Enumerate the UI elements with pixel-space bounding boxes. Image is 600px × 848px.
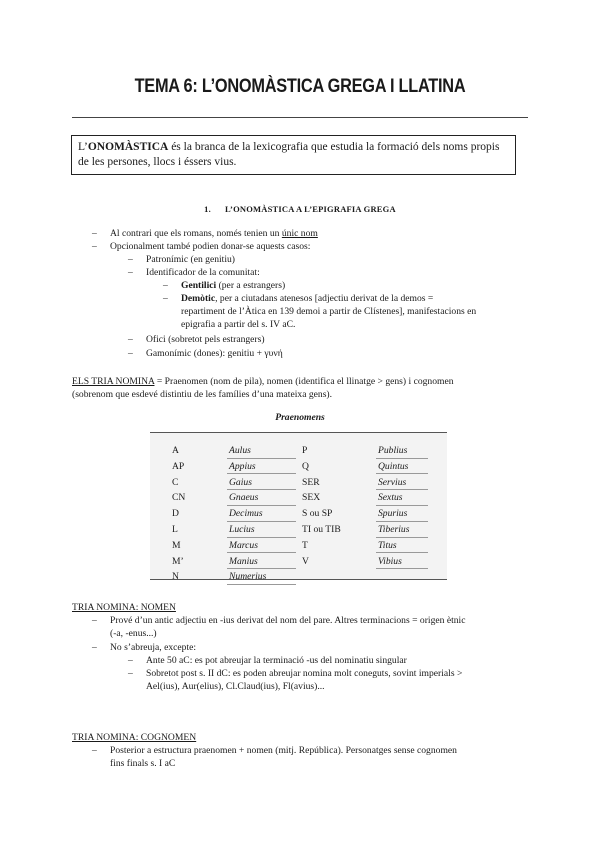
praenomens-table — [150, 432, 447, 583]
table-row-rule — [227, 552, 296, 553]
praenomen-abbr: M — [172, 539, 181, 551]
praenomen-name: Tiberius — [378, 524, 410, 535]
section-heading-nomen: TRIA NOMINA: NOMEN — [72, 602, 176, 613]
bullet-dash: – — [92, 642, 97, 653]
table-row-rule — [376, 489, 428, 490]
table-title: Praenomens — [275, 412, 325, 423]
list-item-continuation: repartiment de l’Àtica en 139 demoi a partir de Clístenes], manifestacions en — [181, 306, 477, 317]
praenomen-name: Vibius — [378, 555, 402, 567]
section-heading-cognomen: TRIA NOMINA: COGNOMEN — [72, 732, 197, 743]
bullet-dash: – — [128, 334, 133, 345]
page-title: TEMA 6: L’ONOMÀSTICA GREGA I LLATINA — [134, 76, 466, 97]
table-row-rule — [227, 521, 296, 522]
definition-prefix: L’ — [78, 141, 88, 153]
bullet-dash: – — [92, 241, 97, 252]
list-item: Opcionalment també podien donar-se aquests casos: — [110, 241, 311, 252]
list-item: Posterior a estructura praenomen + nomen (mitj. República). Personatges sense cognomen — [110, 745, 457, 756]
praenomen-abbr: S ou SP — [302, 508, 333, 520]
praenomen-abbr: TI ou TIB — [302, 524, 341, 535]
praenomen-abbr: T — [302, 539, 308, 551]
table-row-rule — [376, 458, 428, 459]
praenomen-name: Titus — [378, 539, 397, 551]
list-item-continuation: epigrafia a partir del s. IV aC. — [181, 319, 296, 330]
praenomen-name: Marcus — [229, 539, 258, 551]
praenomen-name: Sextus — [378, 492, 403, 504]
table-row-rule — [227, 584, 296, 585]
praenomen-name: Publius — [378, 445, 408, 456]
praenomen-abbr: SEX — [302, 492, 321, 504]
praenomen-abbr: SER — [302, 476, 320, 488]
praenomen-abbr: AP — [172, 460, 185, 472]
praenomen-name: Appius — [229, 460, 256, 472]
list-item: Al contrari que els romans, només tenien un únic nom — [110, 228, 318, 239]
section-heading — [0, 204, 600, 214]
praenomen-name: Aulus — [229, 445, 251, 456]
list-item: Sobretot post s. II dC: es poden abreujar nomina molt coneguts, sovint imperials > — [146, 668, 463, 679]
table-row-rule — [227, 568, 296, 569]
list-item: Prové d’un antic adjectiu en -ius derivat del nom del pare. Altres terminacions = origen ètnic — [110, 615, 466, 626]
praenomen-name: Numerius — [229, 571, 267, 583]
praenomen-abbr: C — [172, 476, 179, 488]
list-item: Patronímic (en genitiu) — [146, 254, 235, 265]
bullet-dash: – — [92, 228, 97, 239]
praenomen-abbr: Q — [302, 460, 309, 472]
praenomen-abbr: V — [302, 555, 309, 567]
table-row-rule — [376, 505, 428, 506]
praenomen-abbr: M’ — [172, 555, 184, 567]
bullet-dash: – — [92, 615, 97, 626]
praenomen-abbr: D — [172, 508, 179, 520]
bullet-dash: – — [163, 280, 168, 291]
table-row-rule — [227, 489, 296, 490]
section-title: L’ONOMÀSTICA A L’EPIGRAFIA GREGA — [224, 204, 396, 214]
list-item: Ofici (sobretot pels estrangers) — [146, 334, 265, 345]
table-row-rule — [376, 473, 428, 474]
list-item-continuation: fins finals s. I aC — [110, 758, 176, 769]
tria-nomina-paragraph: ELS TRIA NOMINA = Praenomen (nom de pila), nomen (identifica el llinatge > gens) i cognomen — [72, 376, 454, 387]
table-row-rule — [376, 568, 428, 569]
title-divider — [72, 117, 528, 118]
section-number: 1. — [204, 204, 211, 214]
table-row-rule — [227, 458, 296, 459]
list-item: Identificador de la comunitat: — [146, 267, 260, 278]
bullet-dash: – — [128, 668, 133, 679]
list-item-continuation: Ael(ius), Aur(elius), Cl.Claud(ius), Fl(avius)... — [146, 681, 325, 692]
table-row-rule — [376, 537, 428, 538]
definition-text: és la branca de la lexicografia que estudia la formació dels noms propis — [168, 141, 500, 153]
bullet-dash: – — [128, 254, 133, 265]
tria-nomina-paragraph-line2: (sobrenom que esdevé distintiu de les famílies d’una mateixa gens). — [72, 389, 333, 400]
definition-text-line2: de les persones, llocs i éssers vius. — [78, 156, 237, 168]
list-item: No s’abreuja, excepte: — [110, 642, 197, 653]
bullet-dash: – — [92, 745, 97, 756]
praenomen-name: Gnaeus — [229, 492, 259, 504]
table-row-rule — [227, 505, 296, 506]
praenomen-abbr: CN — [172, 492, 186, 504]
praenomen-abbr: P — [302, 445, 308, 456]
list-item: Demòtic, per a ciutadans atenesos [adjectiu derivat de la demos = — [181, 293, 434, 304]
bullet-dash: – — [128, 655, 133, 666]
praenomen-abbr: L — [172, 524, 178, 535]
table-row-rule — [227, 473, 296, 474]
praenomen-name: Quintus — [378, 460, 409, 472]
praenomen-name: Manius — [229, 555, 258, 567]
definition-term: ONOMÀSTICA — [87, 141, 169, 153]
list-item: Gamonímic (dones): genitiu + γυνή — [146, 348, 283, 359]
bullet-dash: – — [128, 348, 133, 359]
praenomen-name: Lucius — [229, 524, 255, 535]
bullet-dash: – — [128, 267, 133, 278]
definition-box — [71, 135, 516, 175]
table-row-rule — [376, 521, 428, 522]
praenomen-abbr: A — [172, 445, 179, 456]
table-row-rule — [227, 537, 296, 538]
list-item: Gentilici (per a estrangers) — [181, 280, 286, 291]
praenomen-name: Servius — [378, 476, 407, 488]
table-row-rule — [376, 552, 428, 553]
praenomen-name: Spurius — [378, 508, 408, 520]
praenomen-name: Decimus — [229, 508, 263, 520]
list-item-continuation: (-a, -enus...) — [110, 628, 157, 639]
bullet-dash: – — [163, 293, 168, 304]
list-item: Ante 50 aC: es pot abreujar la terminació -us del nominatiu singular — [146, 655, 407, 666]
praenomen-abbr: N — [172, 571, 179, 583]
praenomen-name: Gaius — [229, 476, 252, 488]
